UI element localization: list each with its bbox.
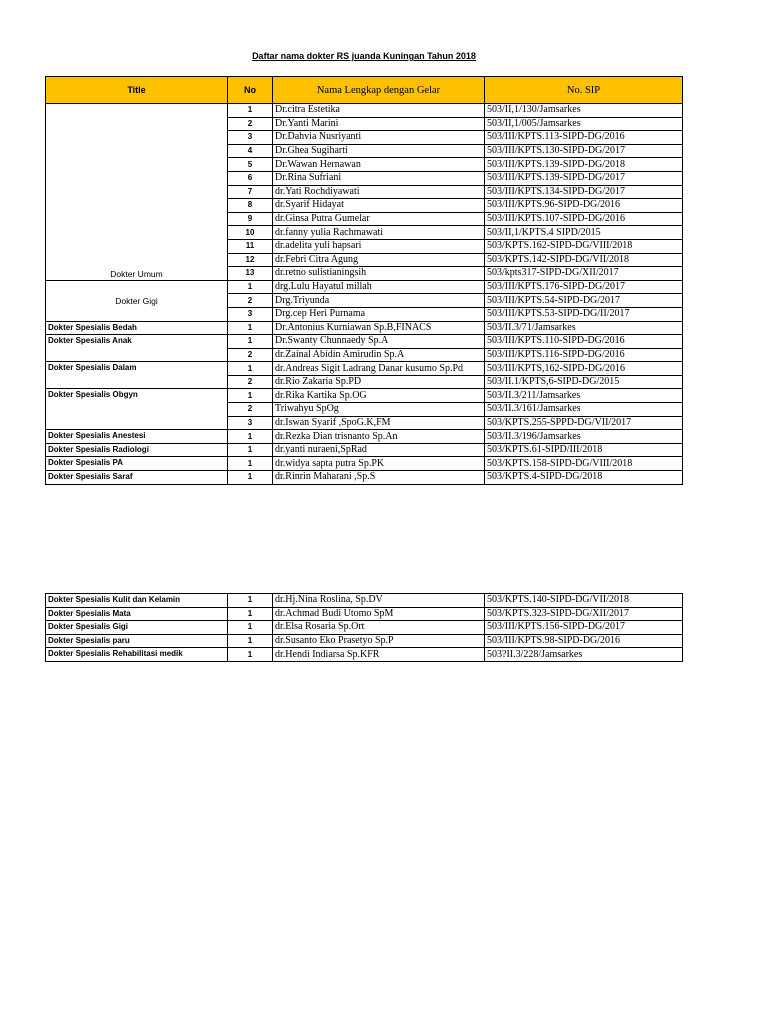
- doctor-name: dr.Yati Rochdiyawati: [273, 185, 485, 199]
- table-row: [46, 280, 683, 294]
- doctor-name: dr.Zainal Abidin Amirudin Sp.A: [273, 348, 485, 362]
- sip-number: 503/II.3/211/Jamsarkes: [485, 389, 683, 403]
- row-number: 1: [228, 104, 273, 118]
- doctor-name: dr.Elsa Rosaria Sp.Ort: [273, 621, 485, 635]
- sip-number: 503/III/KPTS,162-SIPD-DG/2016: [485, 362, 683, 376]
- doctor-name: dr.Rika Kartika Sp.OG: [273, 389, 485, 403]
- doctor-name: dr.Iswan Syarif ,SpoG.K,FM: [273, 416, 485, 430]
- row-number: 1: [228, 362, 273, 376]
- group-title: Dokter Spesialis Anak: [46, 335, 228, 362]
- header-sip: No. SIP: [485, 77, 683, 104]
- table-row: [46, 471, 683, 485]
- doctor-name: dr.fanny yulia Rachmawati: [273, 226, 485, 240]
- row-number: 9: [228, 212, 273, 226]
- row-number: 13: [228, 267, 273, 281]
- sip-number: 503/II.3/161/Jamsarkes: [485, 403, 683, 417]
- table-body: [46, 104, 683, 485]
- row-number: 4: [228, 144, 273, 158]
- doctor-name: Dr.Ghea Sugiharti: [273, 144, 485, 158]
- table-row: [46, 621, 683, 635]
- sip-number: 503/II.1/KPTS,6-SIPD-DG/2015: [485, 375, 683, 389]
- doctor-name: Dr.Antonius Kurniawan Sp.B,FINACS: [273, 321, 485, 335]
- table-row: [46, 389, 683, 403]
- row-number: 2: [228, 403, 273, 417]
- row-number: 6: [228, 171, 273, 185]
- group-title: Dokter Spesialis paru: [46, 634, 228, 648]
- row-number: 2: [228, 375, 273, 389]
- group-title: Dokter Spesialis Radiologi: [46, 443, 228, 457]
- group-title: Dokter Spesialis Obgyn: [46, 389, 228, 430]
- doctor-name: Drg.cep Heri Purnama: [273, 307, 485, 321]
- row-number: 7: [228, 185, 273, 199]
- row-number: 1: [228, 430, 273, 444]
- group-title: Dokter Spesialis Mata: [46, 607, 228, 621]
- sip-number: 503/III/KPTS.139-SIPD-DG/2017: [485, 171, 683, 185]
- sip-number: 503/KPTS.4-SIPD-DG/2018: [485, 471, 683, 485]
- doctor-name: dr.Rezka Dian trisnanto Sp.An: [273, 430, 485, 444]
- table-row: [46, 457, 683, 471]
- row-number: 2: [228, 294, 273, 308]
- row-number: 1: [228, 607, 273, 621]
- sip-number: 503/III/KPTS.96-SIPD-DG/2016: [485, 199, 683, 213]
- sip-number: 503/KPTS.140-SIPD-DG/VII/2018: [485, 594, 683, 608]
- group-title: Dokter Spesialis Gigi: [46, 621, 228, 635]
- header-no: No: [228, 77, 273, 104]
- sip-number: 503/KPTS.61-SIPD/III/2018: [485, 443, 683, 457]
- doctor-name: Dr.Swanty Chunnaedy Sp.A: [273, 335, 485, 349]
- sip-number: 503/KPTS.255-SPPD-DG/VII/2017: [485, 416, 683, 430]
- sip-number: 503/II,1/005/Jamsarkes: [485, 117, 683, 131]
- doctor-name: dr.yanti nuraeni,SpRad: [273, 443, 485, 457]
- row-number: 3: [228, 416, 273, 430]
- doctor-name: dr.Susanto Eko Prasetyo Sp.P: [273, 634, 485, 648]
- doctor-table: [45, 76, 683, 485]
- table-row: [46, 443, 683, 457]
- doctor-name: Dr.Rina Sufriani: [273, 171, 485, 185]
- doctor-name: dr.retno sulistianingsih: [273, 267, 485, 281]
- group-title: Dokter Spesialis Rehabilitasi medik: [46, 648, 228, 662]
- table-row: [46, 335, 683, 349]
- row-number: 1: [228, 335, 273, 349]
- document-title: Daftar nama dokter RS juanda Kuningan Tahun 2018: [252, 51, 476, 61]
- doctor-name: Drg.Triyunda: [273, 294, 485, 308]
- doctor-name: dr.Hj.Nina Roslina, Sp.DV: [273, 594, 485, 608]
- doctor-name: drg.Lulu Hayatul millah: [273, 280, 485, 294]
- sip-number: 503/KPTS.142-SIPD-DG/VII/2018: [485, 253, 683, 267]
- sip-number: 503/III/KPTS.176-SIPD-DG/2017: [485, 280, 683, 294]
- doctor-name: Dr.Wawan Hernawan: [273, 158, 485, 172]
- group-title: Dokter Spesialis Dalam: [46, 362, 228, 389]
- header-name: Nama Lengkap dengan Gelar: [273, 77, 485, 104]
- table-row: [46, 594, 683, 608]
- doctor-name: dr.Rinrin Maharani ,Sp.S: [273, 471, 485, 485]
- sip-number: 503/III/KPTS.98-SIPD-DG/2016: [485, 634, 683, 648]
- table-body: [46, 594, 683, 662]
- sip-number: 503/kpts317-SIPD-DG/XII/2017: [485, 267, 683, 281]
- group-title: Dokter Spesialis Saraf: [46, 471, 228, 485]
- doctor-name: dr.widya sapta putra Sp.PK: [273, 457, 485, 471]
- row-number: 1: [228, 457, 273, 471]
- sip-number: 503?II.3/228/Jamsarkes: [485, 648, 683, 662]
- row-number: 10: [228, 226, 273, 240]
- doctor-name: dr.adelita yuli hapsari: [273, 239, 485, 253]
- table-header-row: [46, 77, 683, 104]
- doctor-name: dr.Febri Citra Agung: [273, 253, 485, 267]
- table-row: [46, 634, 683, 648]
- sip-number: 503/II,1/KPTS.4 SIPD/2015: [485, 226, 683, 240]
- row-number: 5: [228, 158, 273, 172]
- row-number: 8: [228, 199, 273, 213]
- row-number: 1: [228, 648, 273, 662]
- sip-number: 503/KPTS.162-SIPD-DG/VIII/2018: [485, 239, 683, 253]
- row-number: 1: [228, 443, 273, 457]
- sip-number: 503/II.3/71/Jamsarkes: [485, 321, 683, 335]
- row-number: 1: [228, 471, 273, 485]
- sip-number: 503/KPTS.158-SIPD-DG/VIII/2018: [485, 457, 683, 471]
- table-row: [46, 362, 683, 376]
- row-number: 3: [228, 307, 273, 321]
- doctor-name: Dr.citra Estetika: [273, 104, 485, 118]
- row-number: 12: [228, 253, 273, 267]
- row-number: 1: [228, 621, 273, 635]
- sip-number: 503/II.3/196/Jamsarkes: [485, 430, 683, 444]
- row-number: 1: [228, 594, 273, 608]
- sip-number: 503/II,1/130/Jamsarkes: [485, 104, 683, 118]
- doctor-name: dr.Achmad Budi Utomo SpM: [273, 607, 485, 621]
- row-number: 11: [228, 239, 273, 253]
- doctor-name: Dr.Yanti Marini: [273, 117, 485, 131]
- row-number: 1: [228, 634, 273, 648]
- doctor-name: dr.Syarif Hidayat: [273, 199, 485, 213]
- doctor-name: Dr.Dahvia Nusriyanti: [273, 131, 485, 145]
- doctor-name: Triwahyu SpOg: [273, 403, 485, 417]
- group-title: Dokter Spesialis Bedah: [46, 321, 228, 335]
- sip-number: 503/III/KPTS.54-SIPD-DG/2017: [485, 294, 683, 308]
- doctor-name: dr.Andreas Sigit Ladrang Danar kusumo Sp.Pd: [273, 362, 485, 376]
- table-row: [46, 104, 683, 118]
- group-title: Dokter Umum: [46, 104, 228, 281]
- sip-number: 503/KPTS.323-SIPD-DG/XII/2017: [485, 607, 683, 621]
- sip-number: 503/III/KPTS.130-SIPD-DG/2017: [485, 144, 683, 158]
- doctor-table-specialists: [45, 593, 683, 662]
- table-row: [46, 321, 683, 335]
- sip-number: 503/III/KPTS.116-SIPD-DG/2016: [485, 348, 683, 362]
- group-title: Dokter Spesialis Anestesi: [46, 430, 228, 444]
- sip-number: 503/III/KPTS.156-SIPD-DG/2017: [485, 621, 683, 635]
- group-title: Dokter Spesialis Kulit dan Kelamin: [46, 594, 228, 608]
- group-title: Dokter Gigi: [46, 280, 228, 321]
- doctor-name: dr.Rio Zakaria Sp.PD: [273, 375, 485, 389]
- row-number: 2: [228, 348, 273, 362]
- sip-number: 503/III/KPTS.107-SIPD-DG/2016: [485, 212, 683, 226]
- table-row: [46, 430, 683, 444]
- sip-number: 503/III/KPTS.53-SIPD-DG/II/2017: [485, 307, 683, 321]
- sip-number: 503/III/KPTS.139-SIPD-DG/2018: [485, 158, 683, 172]
- sip-number: 503/III/KPTS.134-SIPD-DG/2017: [485, 185, 683, 199]
- sip-number: 503/III/KPTS.110-SIPD-DG/2016: [485, 335, 683, 349]
- table-row: [46, 607, 683, 621]
- doctor-name: dr.Ginsa Putra Gumelar: [273, 212, 485, 226]
- row-number: 2: [228, 117, 273, 131]
- table-row: [46, 648, 683, 662]
- row-number: 1: [228, 321, 273, 335]
- row-number: 1: [228, 280, 273, 294]
- sip-number: 503/III/KPTS.113-SIPD-DG/2016: [485, 131, 683, 145]
- doctor-name: dr.Hendi Indiarsa Sp.KFR: [273, 648, 485, 662]
- group-title: Dokter Spesialis PA: [46, 457, 228, 471]
- row-number: 1: [228, 389, 273, 403]
- header-title: Title: [46, 77, 228, 104]
- row-number: 3: [228, 131, 273, 145]
